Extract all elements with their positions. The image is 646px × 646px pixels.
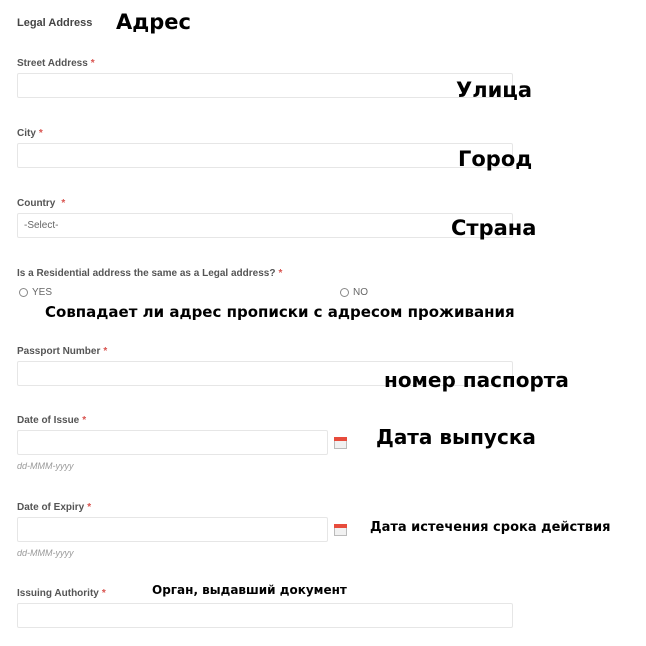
passport-number-label: Passport Number	[17, 346, 101, 357]
street-address-input[interactable]	[17, 73, 513, 98]
issuing-authority-label: Issuing Authority	[17, 588, 99, 599]
annotation-city: Город	[458, 147, 533, 171]
city-input[interactable]	[17, 143, 513, 168]
date-of-expiry-label-row	[17, 497, 91, 515]
radio-option-no[interactable]	[340, 287, 368, 298]
country-label-row	[17, 193, 65, 211]
annotation-passport: номер паспорта	[384, 368, 569, 392]
annotation-residential: Совпадает ли адрес прописки с адресом проживания	[45, 303, 515, 321]
street-address-label-row	[17, 53, 95, 71]
residential-question: Is a Residential address the same as a Legal address?	[17, 268, 276, 279]
date-of-issue-label: Date of Issue	[17, 415, 80, 426]
date-of-expiry-label: Date of Expiry	[17, 502, 85, 513]
date-of-issue-label-row	[17, 410, 86, 428]
required-asterisk: *	[38, 128, 43, 139]
issuing-authority-input[interactable]	[17, 603, 513, 628]
required-asterisk: *	[278, 268, 283, 279]
street-address-label: Street Address	[17, 58, 88, 69]
annotation-date-of-issue: Дата выпуска	[376, 425, 536, 449]
radio-label-no: NO	[353, 287, 368, 298]
country-label: Country	[17, 198, 56, 209]
radio-label-yes: YES	[32, 287, 53, 298]
residential-question-row	[17, 263, 282, 281]
passport-label-row	[17, 341, 107, 359]
annotation-street: Улица	[456, 78, 533, 102]
radio-option-yes[interactable]	[19, 287, 52, 298]
required-asterisk: *	[90, 58, 95, 69]
radio-circle-icon[interactable]	[340, 288, 349, 297]
country-select[interactable]	[17, 213, 513, 238]
country-selected-value: -Select-	[24, 220, 59, 231]
section-title-legal-address: Legal Address	[17, 17, 93, 29]
annotation-issuing-authority: Орган, выдавший документ	[152, 583, 347, 597]
city-label-row	[17, 123, 43, 141]
required-asterisk: *	[82, 415, 87, 426]
annotation-address: Адрес	[116, 10, 191, 34]
required-asterisk: *	[101, 588, 106, 599]
date-of-issue-input[interactable]	[17, 430, 328, 455]
city-label: City	[17, 128, 36, 139]
calendar-icon[interactable]	[334, 524, 347, 536]
required-asterisk: *	[87, 502, 92, 513]
annotation-date-of-expiry: Дата истечения срока действия	[370, 520, 611, 535]
issuing-authority-label-row	[17, 583, 106, 601]
annotation-country: Страна	[451, 216, 537, 240]
date-format-hint: dd-MMM-yyyy	[17, 461, 74, 471]
date-format-hint: dd-MMM-yyyy	[17, 548, 74, 558]
radio-circle-icon[interactable]	[19, 288, 28, 297]
required-asterisk: *	[103, 346, 108, 357]
date-of-expiry-input[interactable]	[17, 517, 328, 542]
required-asterisk: *	[61, 198, 66, 209]
calendar-icon[interactable]	[334, 437, 347, 449]
